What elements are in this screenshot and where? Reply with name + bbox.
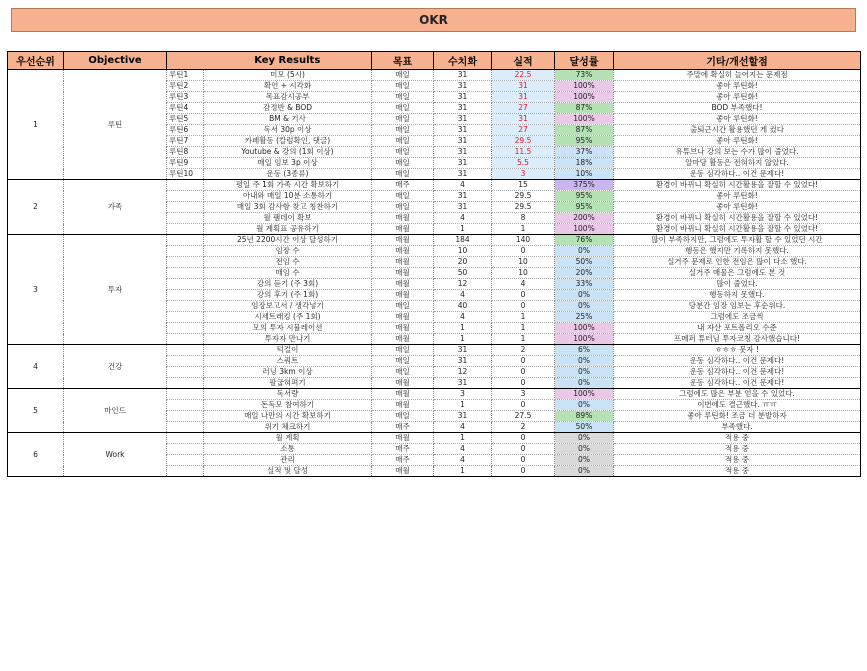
target-cell[interactable]: 31 bbox=[434, 103, 492, 114]
target-cell[interactable]: 4 bbox=[434, 422, 492, 433]
actual-cell[interactable]: 140 bbox=[492, 235, 555, 246]
note-cell[interactable]: 행동은 했지만 기록하지 못했다. bbox=[614, 246, 861, 257]
key-result-cell[interactable]: 매일 나만의 시간 확보하기 bbox=[204, 411, 372, 422]
actual-cell[interactable]: 10 bbox=[492, 268, 555, 279]
goal-cell[interactable]: 매주 bbox=[372, 455, 434, 466]
key-result-cell[interactable]: 모의 투자 시뮬레이션 bbox=[204, 323, 372, 334]
priority-cell: 4 bbox=[8, 345, 64, 389]
goal-cell[interactable]: 매일 bbox=[372, 191, 434, 202]
target-cell[interactable]: 4 bbox=[434, 444, 492, 455]
target-cell[interactable]: 1 bbox=[434, 466, 492, 477]
routine-code-cell[interactable]: 루틴9 bbox=[167, 158, 204, 169]
header-rank: 우선순위 bbox=[8, 52, 64, 70]
key-result-cell[interactable]: 확언 + 시각화 bbox=[204, 81, 372, 92]
actual-cell[interactable]: 29.5 bbox=[492, 202, 555, 213]
rate-cell[interactable]: 25% bbox=[555, 312, 614, 323]
okr-table bbox=[7, 51, 861, 477]
rate-cell[interactable]: 0% bbox=[555, 455, 614, 466]
actual-cell[interactable]: 0 bbox=[492, 367, 555, 378]
actual-cell[interactable]: 0 bbox=[492, 433, 555, 444]
goal-cell[interactable]: 매월 bbox=[372, 312, 434, 323]
header-notes: 기타/개선할점 bbox=[614, 52, 861, 70]
rate-cell[interactable]: 76% bbox=[555, 235, 614, 246]
routine-code-cell[interactable] bbox=[167, 323, 204, 334]
actual-cell[interactable]: 31 bbox=[492, 92, 555, 103]
actual-cell[interactable]: 8 bbox=[492, 213, 555, 224]
target-cell[interactable]: 31 bbox=[434, 411, 492, 422]
rate-cell[interactable]: 375% bbox=[555, 180, 614, 191]
routine-code-cell[interactable]: 루틴6 bbox=[167, 125, 204, 136]
note-cell[interactable]: 행동하지 못했다. bbox=[614, 290, 861, 301]
objective-cell: 가족 bbox=[64, 180, 167, 235]
key-result-cell[interactable]: 매일 임보 3p 이상 bbox=[204, 158, 372, 169]
goal-cell[interactable]: 매일 bbox=[372, 70, 434, 81]
goal-cell[interactable]: 매월 bbox=[372, 433, 434, 444]
rate-cell[interactable]: 6% bbox=[555, 345, 614, 356]
priority-cell: 6 bbox=[8, 433, 64, 477]
routine-code-cell[interactable] bbox=[167, 224, 204, 235]
goal-cell[interactable]: 매월 bbox=[372, 290, 434, 301]
note-cell[interactable]: 그럼에도 많은 부분 얻을 수 있었다. bbox=[614, 389, 861, 400]
note-cell[interactable]: 운동 심각하다.. 이건 문제다! bbox=[614, 378, 861, 389]
rate-cell[interactable]: 0% bbox=[555, 444, 614, 455]
routine-code-cell[interactable] bbox=[167, 411, 204, 422]
rate-cell[interactable]: 50% bbox=[555, 257, 614, 268]
target-cell[interactable]: 4 bbox=[434, 312, 492, 323]
rate-cell[interactable]: 33% bbox=[555, 279, 614, 290]
target-cell[interactable]: 31 bbox=[434, 136, 492, 147]
rate-cell[interactable]: 100% bbox=[555, 323, 614, 334]
key-result-cell[interactable]: 임장보고서 / 생각넣기 bbox=[204, 301, 372, 312]
rate-cell[interactable]: 0% bbox=[555, 433, 614, 444]
key-result-cell[interactable]: 운동 (3종류) bbox=[204, 169, 372, 180]
goal-cell[interactable]: 매주 bbox=[372, 180, 434, 191]
routine-code-cell[interactable]: 루틴2 bbox=[167, 81, 204, 92]
actual-cell[interactable]: 31 bbox=[492, 81, 555, 92]
key-result-cell[interactable]: 임장 수 bbox=[204, 246, 372, 257]
target-cell[interactable]: 31 bbox=[434, 125, 492, 136]
priority-cell: 1 bbox=[8, 70, 64, 180]
rate-cell[interactable]: 200% bbox=[555, 213, 614, 224]
note-cell[interactable]: 좋아 루틴화! bbox=[614, 114, 861, 125]
goal-cell[interactable]: 매일 bbox=[372, 114, 434, 125]
actual-cell[interactable]: 3 bbox=[492, 389, 555, 400]
goal-cell[interactable]: 매일 bbox=[372, 169, 434, 180]
actual-cell[interactable]: 0 bbox=[492, 400, 555, 411]
routine-code-cell[interactable] bbox=[167, 400, 204, 411]
target-cell[interactable]: 31 bbox=[434, 202, 492, 213]
note-cell[interactable]: 내 자산 포트폴리오 수준 bbox=[614, 323, 861, 334]
note-cell[interactable]: 실거주 매물은 그럼에도 본 것 bbox=[614, 268, 861, 279]
target-cell[interactable]: 4 bbox=[434, 455, 492, 466]
goal-cell[interactable]: 매월 bbox=[372, 279, 434, 290]
goal-cell[interactable]: 매일 bbox=[372, 147, 434, 158]
goal-cell[interactable]: 매월 bbox=[372, 235, 434, 246]
rate-cell[interactable]: 0% bbox=[555, 356, 614, 367]
priority-cell: 2 bbox=[8, 180, 64, 235]
note-cell[interactable]: 좋아 루틴화! bbox=[614, 191, 861, 202]
goal-cell[interactable]: 매주 bbox=[372, 444, 434, 455]
key-result-cell[interactable]: 월 팸데이 확보 bbox=[204, 213, 372, 224]
goal-cell[interactable]: 매일 bbox=[372, 103, 434, 114]
note-cell[interactable]: 실거주 문제로 인한 전임은 많이 다소 했다. bbox=[614, 257, 861, 268]
routine-code-cell[interactable] bbox=[167, 378, 204, 389]
key-result-cell[interactable]: 목표감시공부 bbox=[204, 92, 372, 103]
note-cell[interactable]: 당분간 임장 임보는 후순위다. bbox=[614, 301, 861, 312]
objective-cell: 마인드 bbox=[64, 389, 167, 433]
target-cell[interactable]: 184 bbox=[434, 235, 492, 246]
target-cell[interactable]: 1 bbox=[434, 400, 492, 411]
target-cell[interactable]: 20 bbox=[434, 257, 492, 268]
routine-code-cell[interactable] bbox=[167, 389, 204, 400]
note-cell[interactable]: 그럼에도 조금씩 bbox=[614, 312, 861, 323]
objective-cell: 루틴 bbox=[64, 70, 167, 180]
routine-code-cell[interactable] bbox=[167, 345, 204, 356]
note-cell[interactable]: 좋아 루틴화! bbox=[614, 202, 861, 213]
key-result-cell[interactable]: 시세트래킹 (주 1회) bbox=[204, 312, 372, 323]
goal-cell[interactable]: 매월 bbox=[372, 334, 434, 345]
routine-code-cell[interactable] bbox=[167, 235, 204, 246]
goal-cell[interactable]: 매월 bbox=[372, 224, 434, 235]
rate-cell[interactable]: 18% bbox=[555, 158, 614, 169]
rate-cell[interactable]: 100% bbox=[555, 224, 614, 235]
routine-code-cell[interactable]: 루틴10 bbox=[167, 169, 204, 180]
routine-code-cell[interactable] bbox=[167, 191, 204, 202]
key-result-cell[interactable]: 전임 수 bbox=[204, 257, 372, 268]
note-cell[interactable]: ㅎㅎㅎ 뭇자 ! bbox=[614, 345, 861, 356]
goal-cell[interactable]: 매월 bbox=[372, 323, 434, 334]
key-result-cell[interactable]: 소통 bbox=[204, 444, 372, 455]
rate-cell[interactable]: 100% bbox=[555, 92, 614, 103]
routine-code-cell[interactable] bbox=[167, 213, 204, 224]
key-result-cell[interactable]: 독서 30p 이상 bbox=[204, 125, 372, 136]
actual-cell[interactable]: 27 bbox=[492, 103, 555, 114]
routine-code-cell[interactable]: 루틴3 bbox=[167, 92, 204, 103]
actual-cell[interactable]: 15 bbox=[492, 180, 555, 191]
actual-cell[interactable]: 0 bbox=[492, 290, 555, 301]
actual-cell[interactable]: 1 bbox=[492, 224, 555, 235]
actual-cell[interactable]: 27.5 bbox=[492, 411, 555, 422]
note-cell[interactable]: 적용 중 bbox=[614, 455, 861, 466]
goal-cell[interactable]: 매월 bbox=[372, 246, 434, 257]
actual-cell[interactable]: 0 bbox=[492, 444, 555, 455]
header-key-results: Key Results bbox=[204, 52, 372, 70]
actual-cell[interactable]: 5.5 bbox=[492, 158, 555, 169]
note-cell[interactable]: 환경이 바뀌니 확실히 시간활용을 잘할 수 있었다! bbox=[614, 213, 861, 224]
key-result-cell[interactable]: 감정반 & BOD bbox=[204, 103, 372, 114]
priority-cell: 5 bbox=[8, 389, 64, 433]
routine-code-cell[interactable] bbox=[167, 356, 204, 367]
goal-cell[interactable]: 매일 bbox=[372, 356, 434, 367]
rate-cell[interactable]: 73% bbox=[555, 70, 614, 81]
rate-cell[interactable]: 89% bbox=[555, 411, 614, 422]
note-cell[interactable]: 프메퍼 튜터님 투자코칭 감사했습니다! bbox=[614, 334, 861, 345]
goal-cell[interactable]: 매일 bbox=[372, 158, 434, 169]
actual-cell[interactable]: 0 bbox=[492, 246, 555, 257]
key-result-cell[interactable]: 실적 및 달성 bbox=[204, 466, 372, 477]
rate-cell[interactable]: 0% bbox=[555, 367, 614, 378]
note-cell[interactable]: 좋아 루틴화! bbox=[614, 81, 861, 92]
key-result-cell[interactable]: Youtube & 강의 (1회 이상) bbox=[204, 147, 372, 158]
header-objective: Objective bbox=[64, 52, 167, 70]
goal-cell[interactable]: 매일 bbox=[372, 367, 434, 378]
routine-code-cell[interactable] bbox=[167, 466, 204, 477]
key-result-cell[interactable]: 평일 주 1회 가족 시간 확보하기 bbox=[204, 180, 372, 191]
note-cell[interactable]: 출퇴근시간 활용했던 게 컸다 bbox=[614, 125, 861, 136]
note-cell[interactable]: 좋아 루틴화! 조금 더 분발하자 bbox=[614, 411, 861, 422]
target-cell[interactable]: 10 bbox=[434, 246, 492, 257]
goal-cell[interactable]: 매월 bbox=[372, 400, 434, 411]
actual-cell[interactable]: 1 bbox=[492, 334, 555, 345]
routine-code-cell[interactable]: 루틴4 bbox=[167, 103, 204, 114]
target-cell[interactable]: 31 bbox=[434, 169, 492, 180]
goal-cell[interactable]: 매월 bbox=[372, 378, 434, 389]
goal-cell[interactable]: 매월 bbox=[372, 389, 434, 400]
key-result-cell[interactable]: 위기 체크하기 bbox=[204, 422, 372, 433]
actual-cell[interactable]: 29.5 bbox=[492, 136, 555, 147]
key-result-cell[interactable]: 강의 듣기 (주 3회) bbox=[204, 279, 372, 290]
routine-code-cell[interactable] bbox=[167, 455, 204, 466]
table-row bbox=[8, 235, 861, 246]
target-cell[interactable]: 1 bbox=[434, 334, 492, 345]
key-result-cell[interactable]: 매임 수 bbox=[204, 268, 372, 279]
rate-cell[interactable]: 0% bbox=[555, 290, 614, 301]
key-result-cell[interactable]: 팔굽혀펴기 bbox=[204, 378, 372, 389]
rate-cell[interactable]: 0% bbox=[555, 466, 614, 477]
table-row bbox=[8, 433, 861, 444]
actual-cell[interactable]: 0 bbox=[492, 455, 555, 466]
actual-cell[interactable]: 31 bbox=[492, 114, 555, 125]
note-cell[interactable]: 적용 중 bbox=[614, 444, 861, 455]
routine-code-cell[interactable] bbox=[167, 367, 204, 378]
note-cell[interactable]: 운동 심각하다.. 이건 문제다! bbox=[614, 169, 861, 180]
rate-cell[interactable]: 10% bbox=[555, 169, 614, 180]
actual-cell[interactable]: 0 bbox=[492, 378, 555, 389]
note-cell[interactable]: 알마당 활동은 전혀하지 않았다. bbox=[614, 158, 861, 169]
header-row bbox=[8, 52, 861, 70]
actual-cell[interactable]: 0 bbox=[492, 466, 555, 477]
rate-cell[interactable]: 95% bbox=[555, 202, 614, 213]
target-cell[interactable]: 40 bbox=[434, 301, 492, 312]
target-cell[interactable]: 1 bbox=[434, 224, 492, 235]
note-cell[interactable]: 부족했다. bbox=[614, 422, 861, 433]
key-result-cell[interactable]: BM & 기사 bbox=[204, 114, 372, 125]
key-result-cell[interactable]: 스쿼트 bbox=[204, 356, 372, 367]
key-result-cell[interactable]: 강의 후기 (주 1회) bbox=[204, 290, 372, 301]
rate-cell[interactable]: 100% bbox=[555, 389, 614, 400]
routine-code-cell[interactable] bbox=[167, 268, 204, 279]
goal-cell[interactable]: 매일 bbox=[372, 92, 434, 103]
routine-code-cell[interactable] bbox=[167, 257, 204, 268]
rate-cell[interactable]: 0% bbox=[555, 400, 614, 411]
key-result-cell[interactable]: 투자자 만나기 bbox=[204, 334, 372, 345]
actual-cell[interactable]: 3 bbox=[492, 169, 555, 180]
target-cell[interactable]: 31 bbox=[434, 147, 492, 158]
rate-cell[interactable]: 100% bbox=[555, 334, 614, 345]
target-cell[interactable]: 31 bbox=[434, 70, 492, 81]
actual-cell[interactable]: 2 bbox=[492, 345, 555, 356]
routine-code-cell[interactable] bbox=[167, 444, 204, 455]
key-result-cell[interactable]: 턱걸이 bbox=[204, 345, 372, 356]
goal-cell[interactable]: 매월 bbox=[372, 213, 434, 224]
target-cell[interactable]: 1 bbox=[434, 323, 492, 334]
routine-code-cell[interactable] bbox=[167, 422, 204, 433]
note-cell[interactable]: 많이 부족하지만, 그럼에도 투자활 할 수 있었던 시간 bbox=[614, 235, 861, 246]
goal-cell[interactable]: 매일 bbox=[372, 125, 434, 136]
rate-cell[interactable]: 0% bbox=[555, 301, 614, 312]
key-result-cell[interactable]: 카페활동 (칼럼확인, 댓글) bbox=[204, 136, 372, 147]
goal-cell[interactable]: 매주 bbox=[372, 422, 434, 433]
rate-cell[interactable]: 37% bbox=[555, 147, 614, 158]
objective-cell: 투자 bbox=[64, 235, 167, 345]
rate-cell[interactable]: 95% bbox=[555, 136, 614, 147]
note-cell[interactable]: 유튜브나 강의 보는 수가 많이 줄었다. bbox=[614, 147, 861, 158]
target-cell[interactable]: 12 bbox=[434, 367, 492, 378]
objective-cell: Work bbox=[64, 433, 167, 477]
key-result-cell[interactable]: 미모 (5시) bbox=[204, 70, 372, 81]
note-cell[interactable]: 환경이 바뀌니 확실히 시간활용을 잘할 수 있었다! bbox=[614, 224, 861, 235]
target-cell[interactable]: 31 bbox=[434, 345, 492, 356]
key-result-cell[interactable]: 관리 bbox=[204, 455, 372, 466]
rate-cell[interactable]: 0% bbox=[555, 378, 614, 389]
note-cell[interactable]: 이번에도 결근했다. ㅠㅠ bbox=[614, 400, 861, 411]
goal-cell[interactable]: 매일 bbox=[372, 301, 434, 312]
target-cell[interactable]: 3 bbox=[434, 389, 492, 400]
key-result-cell[interactable]: 25년 2200시간 이상 달성하기 bbox=[204, 235, 372, 246]
actual-cell[interactable]: 2 bbox=[492, 422, 555, 433]
routine-code-cell[interactable] bbox=[167, 433, 204, 444]
sheet-title: OKR bbox=[11, 8, 856, 32]
table-row bbox=[8, 389, 861, 400]
actual-cell[interactable]: 27 bbox=[492, 125, 555, 136]
header-actual: 실적 bbox=[492, 52, 555, 70]
note-cell[interactable]: 환경이 바뀌니 확실히 시간활용을 잘할 수 있었다! bbox=[614, 180, 861, 191]
note-cell[interactable]: 주말에 확실히 늘어지는 문제점 bbox=[614, 70, 861, 81]
key-result-cell[interactable]: 돈독모 참여하기 bbox=[204, 400, 372, 411]
header-code bbox=[167, 52, 204, 70]
target-cell[interactable]: 31 bbox=[434, 81, 492, 92]
goal-cell[interactable]: 매일 bbox=[372, 136, 434, 147]
target-cell[interactable]: 31 bbox=[434, 191, 492, 202]
actual-cell[interactable]: 1 bbox=[492, 312, 555, 323]
actual-cell[interactable]: 0 bbox=[492, 301, 555, 312]
header-target: 수치화 bbox=[434, 52, 492, 70]
goal-cell[interactable]: 매월 bbox=[372, 257, 434, 268]
routine-code-cell[interactable] bbox=[167, 301, 204, 312]
key-result-cell[interactable]: 월 계획표 공유하기 bbox=[204, 224, 372, 235]
table-row bbox=[8, 180, 861, 191]
note-cell[interactable]: 좋아 루틴화! bbox=[614, 136, 861, 147]
routine-code-cell[interactable] bbox=[167, 290, 204, 301]
okr-body bbox=[8, 70, 861, 477]
rate-cell[interactable]: 87% bbox=[555, 103, 614, 114]
target-cell[interactable]: 12 bbox=[434, 279, 492, 290]
routine-code-cell[interactable] bbox=[167, 246, 204, 257]
actual-cell[interactable]: 22.5 bbox=[492, 70, 555, 81]
target-cell[interactable]: 4 bbox=[434, 180, 492, 191]
rate-cell[interactable]: 0% bbox=[555, 246, 614, 257]
rate-cell[interactable]: 20% bbox=[555, 268, 614, 279]
table-row bbox=[8, 70, 861, 81]
routine-code-cell[interactable] bbox=[167, 202, 204, 213]
actual-cell[interactable]: 1 bbox=[492, 323, 555, 334]
target-cell[interactable]: 31 bbox=[434, 378, 492, 389]
routine-code-cell[interactable]: 루틴1 bbox=[167, 70, 204, 81]
routine-code-cell[interactable] bbox=[167, 279, 204, 290]
routine-code-cell[interactable]: 루틴8 bbox=[167, 147, 204, 158]
rate-cell[interactable]: 87% bbox=[555, 125, 614, 136]
objective-cell: 건강 bbox=[64, 345, 167, 389]
actual-cell[interactable]: 29.5 bbox=[492, 191, 555, 202]
note-cell[interactable]: BOD 부족했다! bbox=[614, 103, 861, 114]
target-cell[interactable]: 31 bbox=[434, 356, 492, 367]
note-cell[interactable]: 좋아 루틴화! bbox=[614, 92, 861, 103]
target-cell[interactable]: 4 bbox=[434, 213, 492, 224]
actual-cell[interactable]: 0 bbox=[492, 356, 555, 367]
key-result-cell[interactable]: 아내와 매일 10분 소통하기 bbox=[204, 191, 372, 202]
target-cell[interactable]: 50 bbox=[434, 268, 492, 279]
goal-cell[interactable]: 매월 bbox=[372, 466, 434, 477]
target-cell[interactable]: 31 bbox=[434, 92, 492, 103]
target-cell[interactable]: 31 bbox=[434, 114, 492, 125]
rate-cell[interactable]: 100% bbox=[555, 114, 614, 125]
rate-cell[interactable]: 50% bbox=[555, 422, 614, 433]
rate-cell[interactable]: 95% bbox=[555, 191, 614, 202]
goal-cell[interactable]: 매일 bbox=[372, 81, 434, 92]
key-result-cell[interactable]: 독서량 bbox=[204, 389, 372, 400]
rate-cell[interactable]: 100% bbox=[555, 81, 614, 92]
table-row bbox=[8, 345, 861, 356]
goal-cell[interactable]: 매일 bbox=[372, 411, 434, 422]
routine-code-cell[interactable]: 루틴5 bbox=[167, 114, 204, 125]
goal-cell[interactable]: 매일 bbox=[372, 345, 434, 356]
header-goal: 목표 bbox=[372, 52, 434, 70]
target-cell[interactable]: 1 bbox=[434, 433, 492, 444]
goal-cell[interactable]: 매월 bbox=[372, 268, 434, 279]
target-cell[interactable]: 31 bbox=[434, 158, 492, 169]
note-cell[interactable]: 운동 심각하다.. 이건 문제다! bbox=[614, 356, 861, 367]
routine-code-cell[interactable]: 루틴7 bbox=[167, 136, 204, 147]
actual-cell[interactable]: 4 bbox=[492, 279, 555, 290]
routine-code-cell[interactable] bbox=[167, 312, 204, 323]
priority-cell: 3 bbox=[8, 235, 64, 345]
goal-cell[interactable]: 매일 bbox=[372, 202, 434, 213]
note-cell[interactable]: 운동 심각하다.. 이건 문제다! bbox=[614, 367, 861, 378]
note-cell[interactable]: 적용 중 bbox=[614, 466, 861, 477]
key-result-cell[interactable]: 러닝 3km 이상 bbox=[204, 367, 372, 378]
routine-code-cell[interactable] bbox=[167, 180, 204, 191]
note-cell[interactable]: 많이 줄었다. bbox=[614, 279, 861, 290]
target-cell[interactable]: 4 bbox=[434, 290, 492, 301]
routine-code-cell[interactable] bbox=[167, 334, 204, 345]
key-result-cell[interactable]: 월 계획 bbox=[204, 433, 372, 444]
header-rate: 달성률 bbox=[555, 52, 614, 70]
note-cell[interactable]: 적용 중 bbox=[614, 433, 861, 444]
actual-cell[interactable]: 10 bbox=[492, 257, 555, 268]
actual-cell[interactable]: 11.5 bbox=[492, 147, 555, 158]
key-result-cell[interactable]: 매일 3회 감사함 찾고 칭찬하기 bbox=[204, 202, 372, 213]
